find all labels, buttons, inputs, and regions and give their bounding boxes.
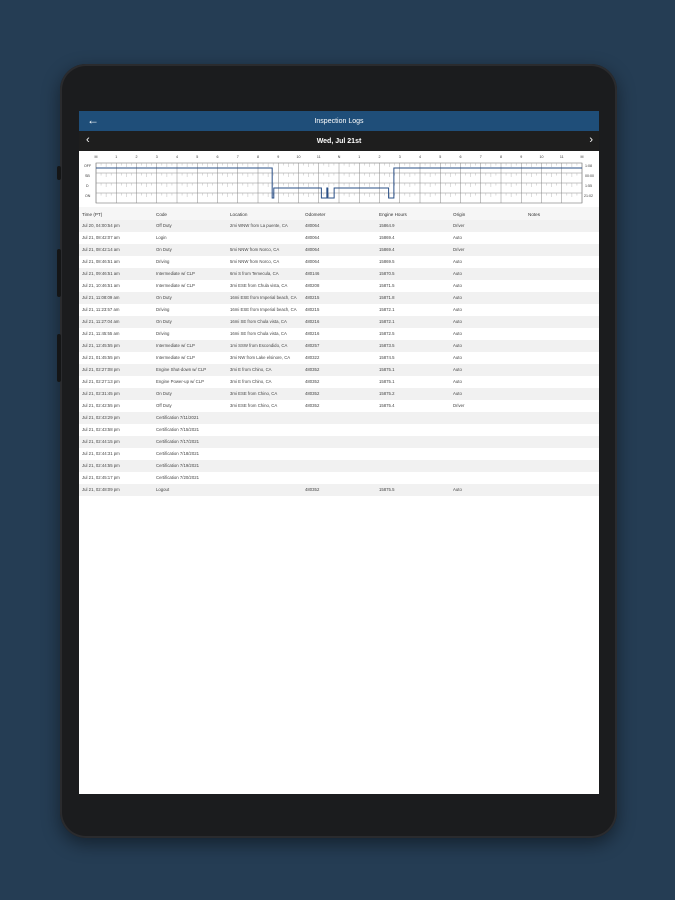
- cell-engine-hours: 15872.1: [376, 316, 450, 328]
- table-row[interactable]: [79, 436, 599, 448]
- cell-location: [227, 424, 302, 436]
- cell-origin: [450, 424, 525, 436]
- cell-code: Intermediate w/ CLP: [153, 340, 227, 352]
- table-row[interactable]: [79, 448, 599, 460]
- cell-notes: [525, 436, 599, 448]
- table-row[interactable]: [79, 316, 599, 328]
- cell-time: Jul 21, 02:43:58 pm: [79, 424, 153, 436]
- cell-odometer: 480216: [302, 328, 376, 340]
- cell-time: Jul 21, 02:44:15 pm: [79, 436, 153, 448]
- cell-engine-hours: 15869.5: [376, 256, 450, 268]
- total-off-duty: 1:08: [585, 164, 592, 168]
- cell-code: Logout: [153, 484, 227, 496]
- cell-engine-hours: 15871.8: [376, 292, 450, 304]
- cell-notes: [525, 256, 599, 268]
- hour-label: 11: [316, 155, 321, 159]
- cell-location: 2mi WNW from La puente, CA: [227, 220, 302, 232]
- table-row[interactable]: [79, 292, 599, 304]
- status-label-sb: SB: [85, 174, 90, 178]
- hour-label: 8: [257, 155, 259, 159]
- status-label-d: D: [86, 184, 89, 188]
- cell-code: Intermediate w/ CLP: [153, 280, 227, 292]
- cell-odometer: 480352: [302, 388, 376, 400]
- cell-code: On Duty: [153, 316, 227, 328]
- cell-time: Jul 21, 02:44:55 pm: [79, 460, 153, 472]
- cell-engine-hours: 15873.5: [376, 340, 450, 352]
- cell-origin: [450, 472, 525, 484]
- cell-notes: [525, 220, 599, 232]
- cell-origin: Auto: [450, 352, 525, 364]
- cell-notes: [525, 352, 599, 364]
- cell-odometer: 480352: [302, 484, 376, 496]
- hour-label: N: [337, 155, 341, 159]
- cell-origin: [450, 436, 525, 448]
- cell-code: Certification 7/17/2021: [153, 436, 227, 448]
- cell-code: Certification 7/18/2021: [153, 448, 227, 460]
- cell-origin: Auto: [450, 364, 525, 376]
- cell-origin: Auto: [450, 280, 525, 292]
- table-row[interactable]: [79, 472, 599, 484]
- cell-location: 16mi SE from Chula vista, CA: [227, 316, 302, 328]
- cell-notes: [525, 400, 599, 412]
- cell-code: Off Duty: [153, 400, 227, 412]
- cell-time: Jul 21, 02:43:29 pm: [79, 412, 153, 424]
- hour-label: 2: [378, 155, 381, 159]
- hour-label: 4: [176, 155, 178, 159]
- cell-location: [227, 472, 302, 484]
- cell-odometer: 480215: [302, 292, 376, 304]
- hour-label: M: [580, 155, 584, 159]
- hour-label: 10: [296, 155, 301, 159]
- hour-label: 3: [155, 155, 158, 159]
- cell-odometer: 480064: [302, 220, 376, 232]
- cell-location: [227, 448, 302, 460]
- selected-date: Wed, Jul 21st: [316, 137, 362, 145]
- side-button: [57, 249, 61, 297]
- hour-label: 5: [439, 155, 442, 159]
- app-screen: [79, 111, 599, 794]
- cell-notes: [525, 280, 599, 292]
- cell-notes: [525, 448, 599, 460]
- cell-location: 16mi ESE from Imperial beach, CA: [227, 292, 302, 304]
- cell-origin: [450, 412, 525, 424]
- hour-label: 1: [358, 155, 361, 159]
- cell-notes: [525, 484, 599, 496]
- cell-code: Certification 7/19/2021: [153, 460, 227, 472]
- back-arrow-icon[interactable]: ←: [87, 113, 99, 127]
- hour-label: 7: [236, 155, 239, 159]
- column-header-code: Code: [153, 207, 227, 220]
- cell-location: 3mi NW from Lake elsinore, CA: [227, 352, 302, 364]
- cell-engine-hours: 15875.1: [376, 364, 450, 376]
- cell-location: 6mi S from Temecula, CA: [227, 268, 302, 280]
- cell-origin: [450, 460, 525, 472]
- cell-origin: Auto: [450, 328, 525, 340]
- cell-location: 3mi ESE from Chino, CA: [227, 400, 302, 412]
- table-row[interactable]: [79, 484, 599, 496]
- cell-location: 16mi SE from Chula vista, CA: [227, 328, 302, 340]
- hour-label: 4: [419, 155, 421, 159]
- table-row[interactable]: [79, 268, 599, 280]
- cell-code: Driving: [153, 256, 227, 268]
- cell-engine-hours: 15872.1: [376, 304, 450, 316]
- cell-notes: [525, 268, 599, 280]
- cell-notes: [525, 376, 599, 388]
- cell-notes: [525, 304, 599, 316]
- table-row[interactable]: [79, 412, 599, 424]
- cell-engine-hours: [376, 460, 450, 472]
- cell-code: Intermediate w/ CLP: [153, 268, 227, 280]
- cell-code: Certification 7/11/2021: [153, 412, 227, 424]
- total-on-duty: 21:02: [584, 194, 593, 198]
- cell-engine-hours: 15875.2: [376, 388, 450, 400]
- cell-time: Jul 21, 08:46:51 am: [79, 256, 153, 268]
- cell-time: Jul 21, 12:45:55 pm: [79, 340, 153, 352]
- cell-odometer: 480208: [302, 280, 376, 292]
- cell-notes: [525, 412, 599, 424]
- cell-engine-hours: [376, 448, 450, 460]
- cell-code: Engine Shut-down w/ CLP: [153, 364, 227, 376]
- app-header: [79, 111, 599, 131]
- total-driving: 1:55: [585, 184, 592, 188]
- hour-label: 6: [459, 155, 462, 159]
- cell-notes: [525, 472, 599, 484]
- status-label-on: ON: [85, 194, 91, 198]
- table-row[interactable]: [79, 376, 599, 388]
- table-row[interactable]: [79, 352, 599, 364]
- side-button: [57, 334, 61, 382]
- table-row[interactable]: [79, 388, 599, 400]
- table-row[interactable]: [79, 340, 599, 352]
- cell-engine-hours: [376, 472, 450, 484]
- cell-odometer: 480322: [302, 352, 376, 364]
- cell-code: Intermediate w/ CLP: [153, 352, 227, 364]
- side-button: [57, 166, 61, 180]
- cell-odometer: 480216: [302, 316, 376, 328]
- cell-engine-hours: 15875.4: [376, 400, 450, 412]
- duty-status-grid: [79, 151, 599, 207]
- cell-notes: [525, 460, 599, 472]
- cell-time: Jul 21, 11:08:09 am: [79, 292, 153, 304]
- cell-engine-hours: 15875.5: [376, 484, 450, 496]
- cell-engine-hours: 15875.1: [376, 376, 450, 388]
- cell-time: Jul 21, 11:23:57 am: [79, 304, 153, 316]
- cell-time: Jul 20, 04:00:54 pm: [79, 220, 153, 232]
- cell-location: 3mi E from Chino, CA: [227, 364, 302, 376]
- cell-engine-hours: 15871.5: [376, 280, 450, 292]
- status-label-off: OFF: [84, 164, 92, 168]
- cell-location: 5mi NNW from Norco, CA: [227, 244, 302, 256]
- cell-odometer: 480352: [302, 400, 376, 412]
- cell-location: [227, 460, 302, 472]
- cell-engine-hours: [376, 424, 450, 436]
- hour-label: 3: [398, 155, 401, 159]
- column-header-origin: Origin: [450, 207, 525, 220]
- cell-code: Engine Power-up w/ CLP: [153, 376, 227, 388]
- cell-odometer: [302, 472, 376, 484]
- cell-time: Jul 21, 08:42:07 am: [79, 232, 153, 244]
- cell-odometer: 480352: [302, 376, 376, 388]
- duty-status-graph: [79, 151, 599, 207]
- cell-notes: [525, 292, 599, 304]
- cell-odometer: [302, 448, 376, 460]
- cell-code: Off Duty: [153, 220, 227, 232]
- cell-origin: [450, 448, 525, 460]
- column-header-location: Location: [227, 207, 302, 220]
- cell-origin: Auto: [450, 256, 525, 268]
- cell-origin: Auto: [450, 304, 525, 316]
- table-row[interactable]: [79, 256, 599, 268]
- cell-origin: Auto: [450, 292, 525, 304]
- cell-location: [227, 484, 302, 496]
- table-row[interactable]: [79, 364, 599, 376]
- cell-origin: Auto: [450, 376, 525, 388]
- cell-odometer: 480064: [302, 256, 376, 268]
- cell-odometer: [302, 412, 376, 424]
- cell-origin: Auto: [450, 268, 525, 280]
- cell-origin: Driver: [450, 400, 525, 412]
- cell-notes: [525, 244, 599, 256]
- cell-time: Jul 21, 11:27:04 am: [79, 316, 153, 328]
- cell-odometer: 480215: [302, 304, 376, 316]
- cell-engine-hours: 15874.5: [376, 352, 450, 364]
- cell-time: Jul 21, 02:45:17 pm: [79, 472, 153, 484]
- cell-engine-hours: 15870.5: [376, 268, 450, 280]
- cell-time: Jul 21, 10:46:51 am: [79, 280, 153, 292]
- cell-time: Jul 21, 02:44:31 pm: [79, 448, 153, 460]
- cell-odometer: 480064: [302, 244, 376, 256]
- cell-notes: [525, 328, 599, 340]
- cell-time: Jul 21, 02:31:45 pm: [79, 388, 153, 400]
- table-row[interactable]: [79, 400, 599, 412]
- hour-label: M: [94, 155, 98, 159]
- table-row[interactable]: [79, 424, 599, 436]
- cell-code: Login: [153, 232, 227, 244]
- cell-location: 1mi SSW from Escondido, CA: [227, 340, 302, 352]
- cell-odometer: 480064: [302, 232, 376, 244]
- hour-label: 5: [196, 155, 199, 159]
- cell-odometer: 480146: [302, 268, 376, 280]
- column-header-odometer: Odometer: [302, 207, 376, 220]
- cell-odometer: [302, 424, 376, 436]
- cell-notes: [525, 340, 599, 352]
- hour-label: 6: [216, 155, 219, 159]
- table-row[interactable]: [79, 460, 599, 472]
- hour-label: 8: [500, 155, 502, 159]
- cell-location: 5mi NNW from Norco, CA: [227, 256, 302, 268]
- cell-notes: [525, 364, 599, 376]
- cell-time: Jul 21, 02:42:55 pm: [79, 400, 153, 412]
- inspection-log-table: [79, 207, 599, 496]
- date-navigation-bar: [79, 131, 599, 151]
- cell-origin: Auto: [450, 484, 525, 496]
- cell-code: Certification 7/15/2021: [153, 424, 227, 436]
- cell-location: [227, 412, 302, 424]
- cell-engine-hours: 15864.9: [376, 220, 450, 232]
- cell-code: On Duty: [153, 244, 227, 256]
- previous-day-chevron-icon[interactable]: ‹: [86, 134, 90, 146]
- hour-label: 9: [277, 155, 280, 159]
- cell-notes: [525, 388, 599, 400]
- cell-notes: [525, 424, 599, 436]
- cell-code: Driving: [153, 328, 227, 340]
- cell-time: Jul 21, 02:48:09 pm: [79, 484, 153, 496]
- cell-location: 3mi ESE from Chino, CA: [227, 388, 302, 400]
- table-header-row: [79, 207, 599, 220]
- cell-engine-hours: 15872.5: [376, 328, 450, 340]
- hour-label: 1: [115, 155, 118, 159]
- cell-odometer: 480257: [302, 340, 376, 352]
- column-header-notes: Notes: [525, 207, 599, 220]
- column-header-time: Time (PT): [79, 207, 153, 220]
- next-day-chevron-icon[interactable]: ›: [589, 134, 593, 146]
- cell-location: [227, 436, 302, 448]
- column-header-engine-hours: Engine Hours: [376, 207, 450, 220]
- cell-odometer: 480352: [302, 364, 376, 376]
- cell-engine-hours: [376, 412, 450, 424]
- table-row[interactable]: [79, 328, 599, 340]
- table-row[interactable]: [79, 304, 599, 316]
- cell-origin: Driver: [450, 220, 525, 232]
- cell-location: [227, 232, 302, 244]
- cell-notes: [525, 316, 599, 328]
- hour-label: 7: [479, 155, 482, 159]
- cell-time: Jul 21, 09:46:51 am: [79, 268, 153, 280]
- table-row[interactable]: [79, 232, 599, 244]
- cell-engine-hours: 15869.4: [376, 232, 450, 244]
- cell-notes: [525, 232, 599, 244]
- cell-location: 3mi ESE from Chula vista, CA: [227, 280, 302, 292]
- table-row[interactable]: [79, 244, 599, 256]
- cell-time: Jul 21, 11:45:55 am: [79, 328, 153, 340]
- hour-label: 11: [559, 155, 564, 159]
- cell-location: 16mi ESE from Imperial beach, CA: [227, 304, 302, 316]
- hour-label: 10: [539, 155, 544, 159]
- total-sleeper: 00:00: [585, 174, 594, 178]
- cell-engine-hours: 15869.4: [376, 244, 450, 256]
- table-row[interactable]: [79, 280, 599, 292]
- table-row[interactable]: [79, 220, 599, 232]
- page-title: Inspection Logs: [314, 117, 364, 125]
- cell-origin: Auto: [450, 340, 525, 352]
- cell-origin: Auto: [450, 316, 525, 328]
- hour-label: 9: [520, 155, 523, 159]
- cell-code: On Duty: [153, 388, 227, 400]
- cell-engine-hours: [376, 436, 450, 448]
- cell-odometer: [302, 436, 376, 448]
- cell-location: 3mi E from Chino, CA: [227, 376, 302, 388]
- cell-origin: Driver: [450, 244, 525, 256]
- hour-label: 2: [135, 155, 138, 159]
- cell-code: Driving: [153, 304, 227, 316]
- cell-origin: Auto: [450, 388, 525, 400]
- cell-code: Certification 7/20/2021: [153, 472, 227, 484]
- cell-origin: Auto: [450, 232, 525, 244]
- cell-time: Jul 21, 02:27:08 pm: [79, 364, 153, 376]
- cell-odometer: [302, 460, 376, 472]
- cell-time: Jul 21, 08:42:14 am: [79, 244, 153, 256]
- cell-time: Jul 21, 02:27:13 pm: [79, 376, 153, 388]
- cell-time: Jul 21, 01:45:55 pm: [79, 352, 153, 364]
- cell-code: On Duty: [153, 292, 227, 304]
